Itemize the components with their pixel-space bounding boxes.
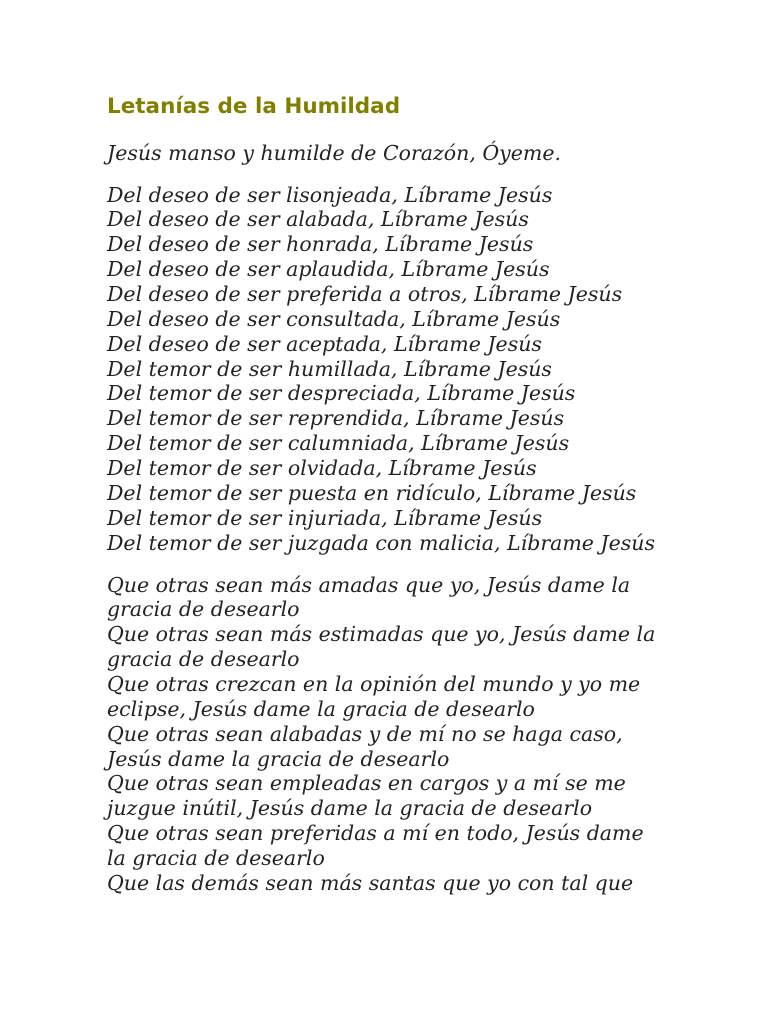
page-title: Letanías de la Humildad (107, 94, 401, 119)
litany-invocation (107, 573, 727, 623)
litany-line: gracia de desearlo (107, 647, 300, 672)
litany-invocation (107, 622, 727, 672)
document-body (107, 94, 727, 913)
litany-invocation (107, 722, 727, 772)
litany-line: Que otras sean más amadas que yo, Jesús dame la (107, 572, 631, 597)
litany-invocation (107, 821, 727, 871)
litany-line: Del deseo de ser aplaudida, Líbrame Jesús (107, 257, 550, 282)
litany-line: Del temor de ser calumniada, Líbrame Jesús (107, 431, 570, 456)
litany-line: Que otras sean empleadas en cargos y a mí se me (107, 771, 626, 796)
litany-line: Que las demás sean más santas que yo con tal que (107, 870, 634, 895)
litany-line: Del deseo de ser lisonjeada, Líbrame Jesús (107, 182, 553, 207)
litany-invocation (107, 672, 727, 722)
deliver-me-section (107, 183, 727, 556)
litany-line: Del temor de ser puesta en ridículo, Líbrame Jesús (107, 480, 637, 505)
litany-line: Del temor de ser humillada, Líbrame Jesús (107, 356, 552, 381)
litany-line: Del deseo de ser honrada, Líbrame Jesús (107, 232, 534, 257)
litany-line: Que otras sean alabadas y de mí no se haga caso, (107, 721, 623, 746)
litany-line: Del temor de ser injuriada, Líbrame Jesús (107, 505, 543, 530)
litany-line: Del temor de ser reprendida, Líbrame Jesús (107, 406, 565, 431)
grant-me-section (107, 573, 727, 896)
litany-line: Jesús dame la gracia de desearlo (107, 746, 450, 771)
litany-line: Del deseo de ser alabada, Líbrame Jesús (107, 207, 529, 232)
opening-invocation (107, 141, 727, 166)
litany-line: Que otras sean más estimadas que yo, Jesús dame la (107, 622, 656, 647)
litany-line: Del temor de ser juzgada con malicia, Líbrame Jesús (107, 530, 656, 555)
litany-line: Del deseo de ser consultada, Líbrame Jesús (107, 306, 561, 331)
litany-line: Que otras sean preferidas a mí en todo, Jesús dame (107, 821, 644, 846)
litany-line: Que otras crezcan en la opinión del mundo y yo me (107, 671, 641, 696)
litany-invocation (107, 771, 727, 821)
litany-line: Del deseo de ser preferida a otros, Líbrame Jesús (107, 281, 623, 306)
litany-line: gracia de desearlo (107, 597, 300, 622)
litany-line: Del temor de ser olvidada, Líbrame Jesús (107, 456, 537, 480)
litany-line: la gracia de desearlo (107, 845, 325, 870)
litany-line: juzgue inútil, Jesús dame la gracia de desearlo (107, 796, 593, 821)
litany-line: eclipse, Jesús dame la gracia de desearlo (107, 696, 535, 721)
litany-invocation (107, 871, 727, 896)
litany-line: Del deseo de ser aceptada, Líbrame Jesús (107, 331, 542, 356)
opening-line: Jesús manso y humilde de Corazón, Óyeme. (107, 140, 561, 165)
litany-line: Del temor de ser despreciada, Líbrame Jesús (107, 381, 576, 406)
